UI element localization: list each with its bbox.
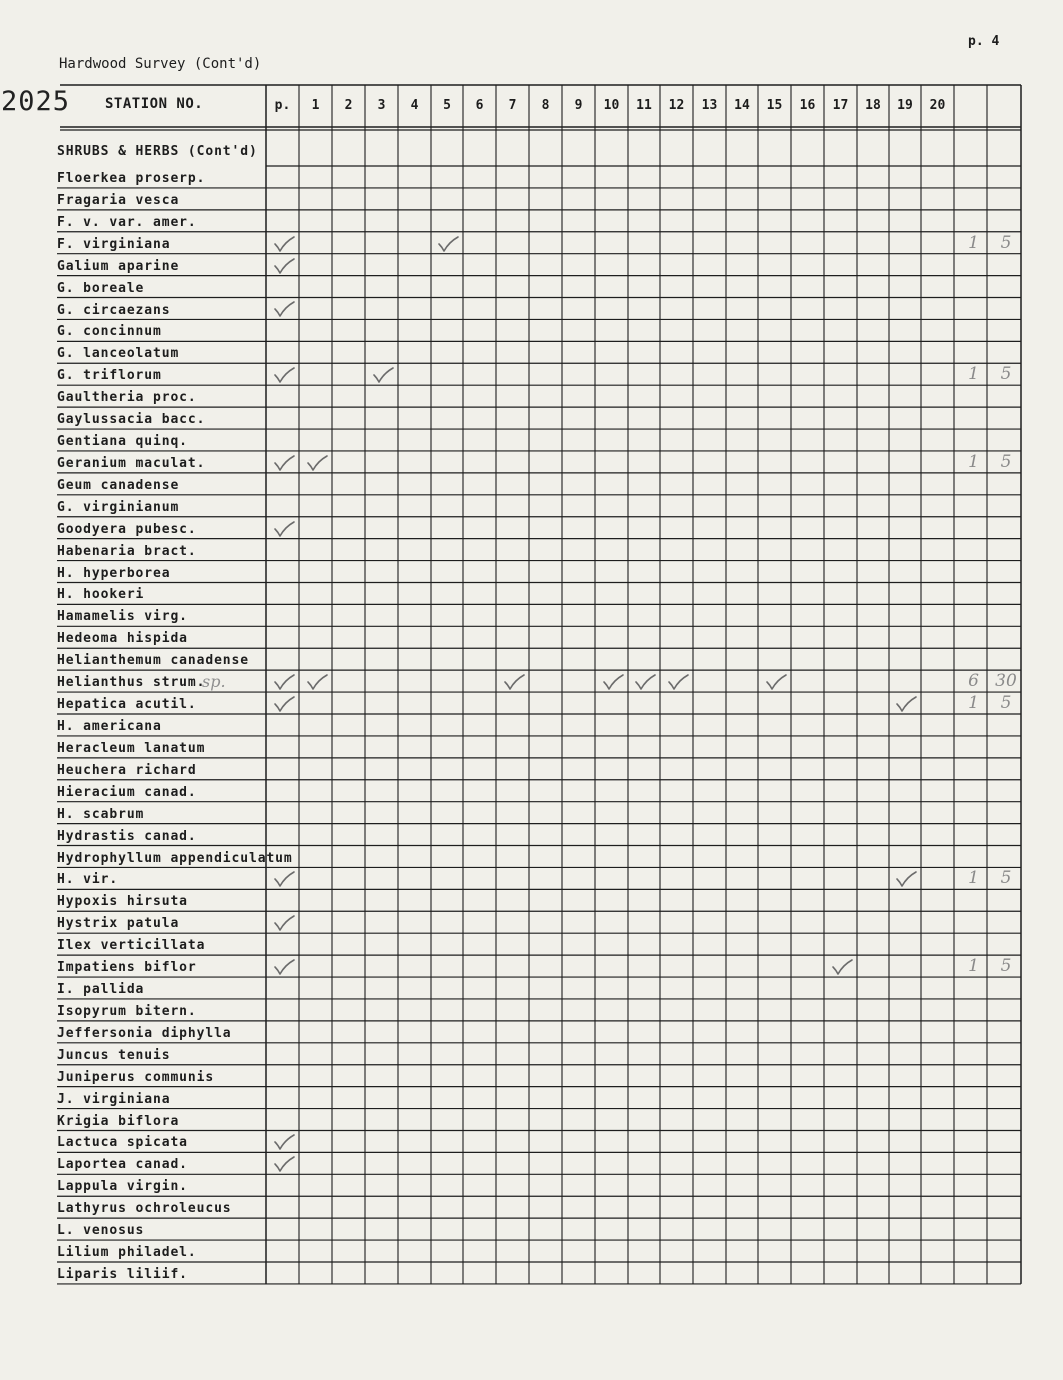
column-header-12: 12 bbox=[668, 98, 685, 113]
species-name: Geum canadense bbox=[57, 477, 180, 493]
species-name: H. americana bbox=[57, 719, 162, 734]
species-name: L. venosus bbox=[57, 1223, 145, 1239]
check-mark-icon bbox=[272, 366, 296, 384]
species-name: Lappula virgin. bbox=[57, 1179, 188, 1195]
species-name: Geranium maculat. bbox=[57, 455, 206, 471]
column-header-14: 14 bbox=[734, 98, 750, 113]
station-number-label: STATION NO. bbox=[105, 96, 204, 112]
column-header-1: 1 bbox=[311, 98, 320, 113]
column-header-11: 11 bbox=[636, 98, 652, 113]
check-mark-icon bbox=[272, 235, 296, 253]
species-name: Goodyera pubesc. bbox=[57, 521, 197, 537]
check-mark-icon bbox=[272, 673, 296, 691]
species-name: Helianthemum canadense bbox=[57, 653, 249, 669]
tally-count: 1 bbox=[968, 868, 979, 889]
tally-count: 1 bbox=[968, 956, 979, 977]
check-mark-icon bbox=[894, 695, 918, 713]
species-name: Hydrastis canad. bbox=[57, 828, 197, 844]
species-name: H. scabrum bbox=[57, 806, 145, 822]
survey-title: Hardwood Survey (Cont'd) bbox=[59, 56, 262, 72]
tally-value: 5 bbox=[1000, 232, 1012, 253]
species-name: Galium aparine bbox=[57, 258, 180, 274]
tally-count: 1 bbox=[968, 693, 979, 714]
handwritten-annotation: sp. bbox=[202, 672, 226, 691]
check-mark-icon bbox=[272, 695, 296, 713]
check-mark-icon bbox=[830, 958, 854, 976]
species-name: Gentiana quinq. bbox=[57, 434, 188, 450]
column-header-8: 8 bbox=[541, 98, 550, 113]
species-name: Liparis liliif. bbox=[57, 1267, 188, 1282]
check-mark-icon bbox=[272, 1133, 296, 1151]
species-name: Fragaria vesca bbox=[57, 192, 180, 208]
species-name: Hydrophyllum appendiculatum bbox=[57, 850, 293, 866]
page-label: p. 4 bbox=[968, 34, 1000, 49]
species-name: Impatiens biflor bbox=[57, 960, 197, 976]
check-mark-icon bbox=[502, 673, 526, 691]
species-name: Hepatica acutil. bbox=[57, 697, 197, 713]
section-header: SHRUBS & HERBS (Cont'd) bbox=[57, 144, 258, 159]
species-name: Hystrix patula bbox=[57, 916, 180, 932]
check-mark-icon bbox=[371, 366, 395, 384]
species-name: F. v. var. amer. bbox=[57, 214, 197, 230]
species-name: Gaultheria proc. bbox=[57, 390, 197, 406]
column-header-2: 2 bbox=[344, 98, 353, 113]
species-name: J. virginiana bbox=[57, 1091, 171, 1107]
species-name: Heuchera richard bbox=[57, 762, 197, 778]
column-header-20: 20 bbox=[929, 98, 946, 113]
column-header-17: 17 bbox=[832, 98, 849, 113]
species-name: G. virginianum bbox=[57, 499, 180, 515]
species-name: H. vir. bbox=[57, 872, 119, 888]
species-name: Gaylussacia bacc. bbox=[57, 412, 206, 428]
species-name: Lathyrus ochroleucus bbox=[57, 1201, 232, 1217]
check-mark-icon bbox=[764, 673, 788, 691]
species-name: G. concinnum bbox=[57, 324, 162, 340]
check-mark-icon bbox=[305, 673, 329, 691]
species-name: Laportea canad. bbox=[57, 1157, 188, 1173]
check-mark-icon bbox=[633, 673, 657, 691]
species-name: Hypoxis hirsuta bbox=[57, 894, 188, 910]
species-name: Hamamelis virg. bbox=[57, 609, 188, 625]
tally-count: 6 bbox=[968, 671, 979, 692]
column-header-6: 6 bbox=[475, 98, 484, 113]
species-name: Ilex verticillata bbox=[57, 938, 206, 954]
species-name: F. virginiana bbox=[57, 236, 171, 252]
tally-count: 1 bbox=[968, 364, 979, 385]
column-header-10: 10 bbox=[603, 98, 620, 113]
check-mark-icon bbox=[272, 914, 296, 932]
tally-value: 5 bbox=[1000, 693, 1012, 714]
tally-count: 1 bbox=[968, 232, 979, 253]
check-mark-icon bbox=[436, 235, 460, 253]
species-name: G. boreale bbox=[57, 280, 145, 296]
species-name: I. pallida bbox=[57, 982, 145, 998]
column-header-4: 4 bbox=[410, 98, 419, 113]
column-header-7: 7 bbox=[508, 98, 517, 113]
species-name: Floerkea proserp. bbox=[57, 171, 206, 186]
species-name: Habenaria bract. bbox=[57, 543, 197, 559]
check-mark-icon bbox=[272, 870, 296, 888]
check-mark-icon bbox=[305, 454, 329, 472]
check-mark-icon bbox=[272, 1155, 296, 1173]
tally-value: 5 bbox=[1000, 868, 1012, 889]
species-name: Isopyrum bitern. bbox=[57, 1003, 197, 1019]
species-name: Hedeoma hispida bbox=[57, 631, 188, 647]
species-name: Helianthus strum. bbox=[57, 675, 206, 691]
check-mark-icon bbox=[894, 870, 918, 888]
species-name: Krigia biflora bbox=[57, 1113, 180, 1129]
check-mark-icon bbox=[272, 958, 296, 976]
species-name: Lactuca spicata bbox=[57, 1135, 188, 1151]
species-name: G. lanceolatum bbox=[57, 346, 180, 362]
check-mark-icon bbox=[272, 300, 296, 318]
column-header-13: 13 bbox=[701, 98, 718, 113]
handwritten-number: 2025 bbox=[1, 86, 71, 117]
species-name: G. circaezans bbox=[57, 302, 171, 318]
column-header-9: 9 bbox=[574, 98, 583, 113]
check-mark-icon bbox=[272, 454, 296, 472]
species-name: Juncus tenuis bbox=[57, 1047, 171, 1063]
column-header-5: 5 bbox=[443, 98, 451, 113]
species-name: Heracleum lanatum bbox=[57, 740, 206, 756]
tally-value: 5 bbox=[1000, 364, 1012, 385]
species-name: H. hyperborea bbox=[57, 565, 171, 581]
check-mark-icon bbox=[272, 520, 296, 538]
column-header-18: 18 bbox=[865, 98, 881, 113]
check-mark-icon bbox=[666, 673, 690, 691]
column-header-16: 16 bbox=[799, 98, 816, 113]
species-name: Lilium philadel. bbox=[57, 1245, 197, 1261]
check-mark-icon bbox=[272, 257, 296, 275]
column-header-3: 3 bbox=[377, 98, 386, 113]
tally-value: 30 bbox=[995, 671, 1017, 692]
species-name: Juniperus communis bbox=[57, 1069, 215, 1085]
column-header-p.: p. bbox=[274, 98, 291, 113]
tally-count: 1 bbox=[968, 451, 979, 472]
check-mark-icon bbox=[601, 673, 625, 691]
species-name: Jeffersonia diphylla bbox=[57, 1025, 232, 1041]
species-name: G. triflorum bbox=[57, 368, 162, 384]
column-header-15: 15 bbox=[766, 98, 783, 113]
species-name: Hieracium canad. bbox=[57, 784, 197, 800]
tally-value: 5 bbox=[1000, 956, 1012, 977]
column-header-19: 19 bbox=[897, 98, 913, 113]
tally-value: 5 bbox=[1000, 451, 1012, 472]
species-name: H. hookeri bbox=[57, 587, 145, 603]
